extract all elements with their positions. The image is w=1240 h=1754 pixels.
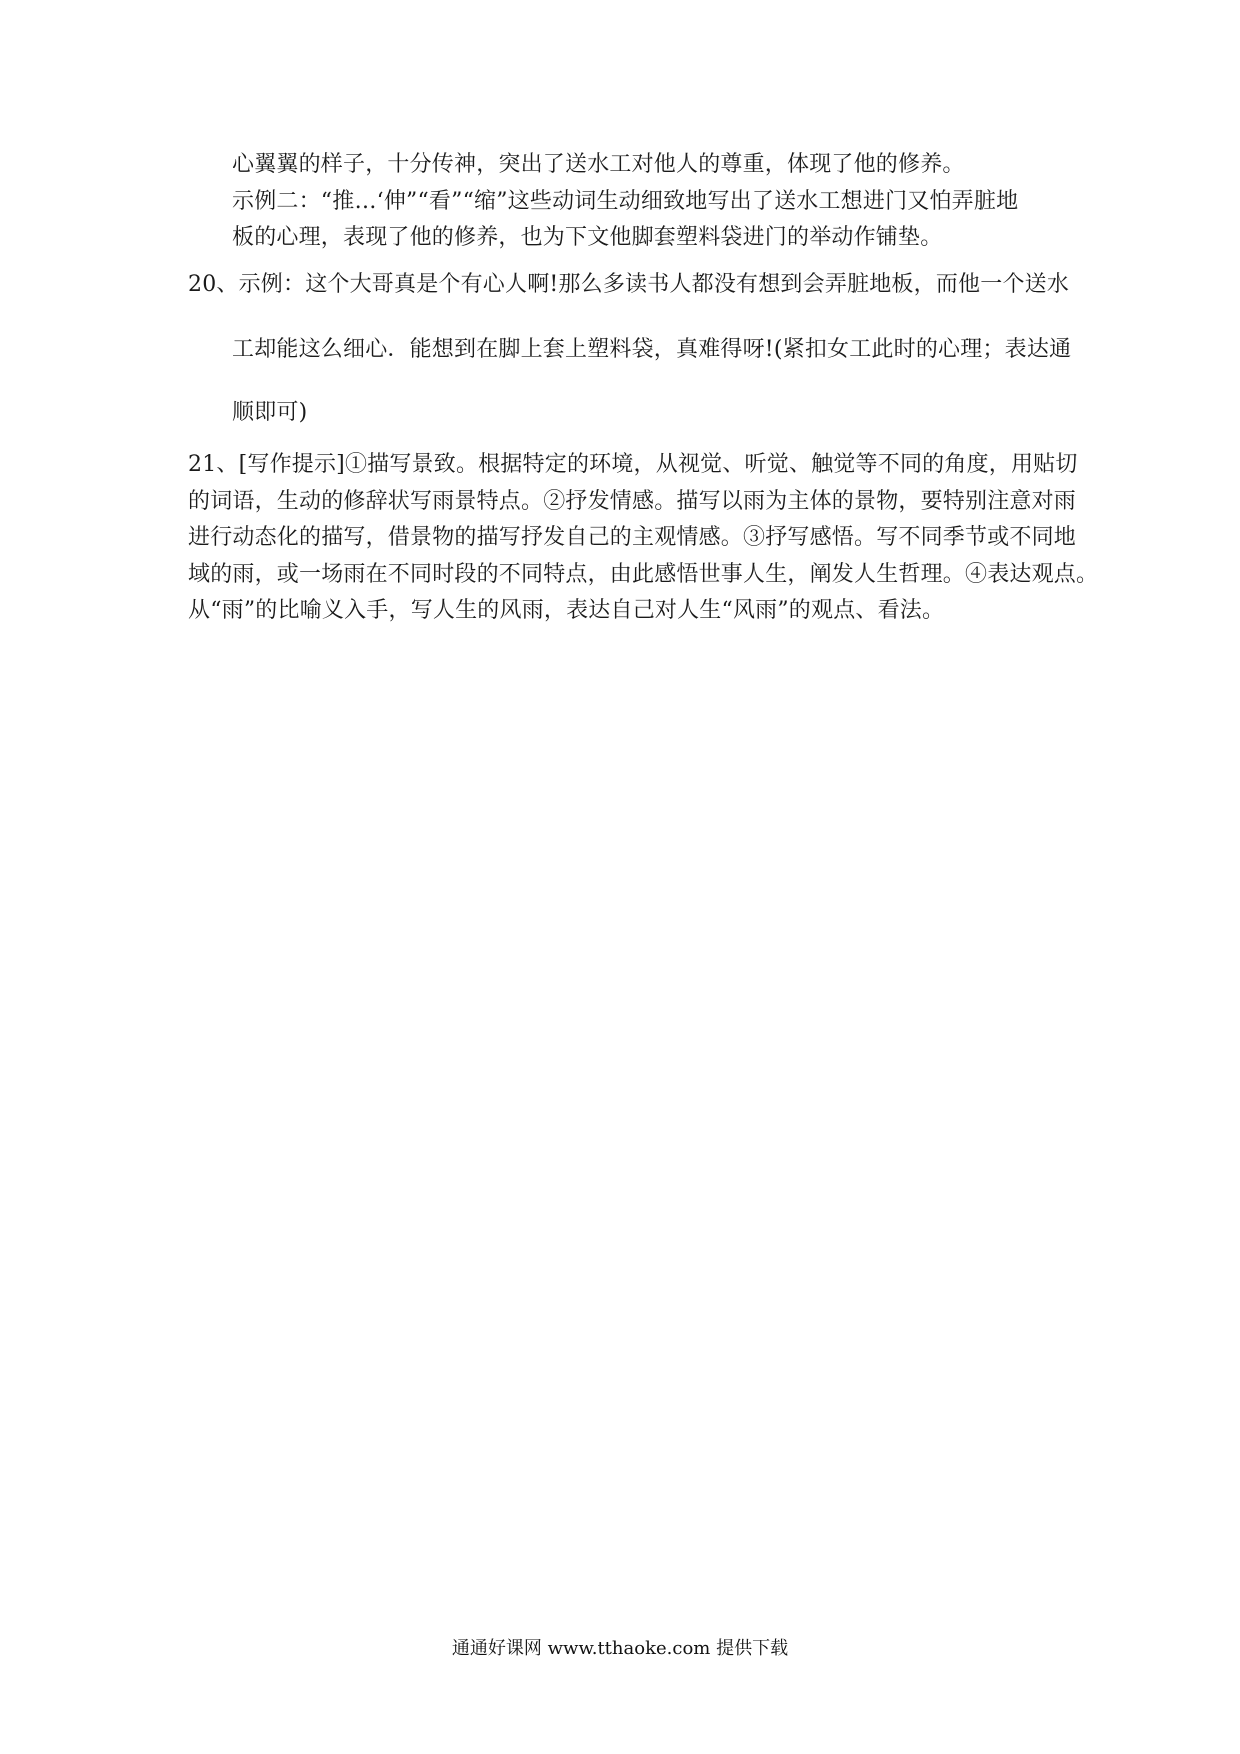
- page-footer: 通通好课网 www.tthaoke.com 提供下载: [451, 1638, 789, 1659]
- q21-line-3: 进行动态化的描写，借景物的描写抒发自己的主观情感。③抒写感悟。写不同季节或不同地: [188, 525, 1077, 550]
- q19-example2-line-2: 板的心理，表现了他的修养，也为下文他脚套塑料袋进门的举动作铺垫。: [232, 225, 943, 250]
- q19-example2-line-1: 示例二：“推…‘伸”“看”“缩”这些动词生动细致地写出了送水工想进门又怕弄脏地: [232, 189, 1019, 214]
- q20-line-3: 顺即可): [232, 400, 308, 425]
- q21-line-2: 的词语，生动的修辞状写雨景特点。②抒发情感。描写以雨为主体的景物，要特别注意对雨: [188, 489, 1077, 514]
- q20-line-1: 20、示例：这个大哥真是个有心人啊!那么多读书人都没有想到会弄脏地板，而他一个送水: [188, 272, 1070, 297]
- q20-line-2: 工却能这么细心．能想到在脚上套上塑料袋，真难得呀!(紧扣女工此时的心理；表达通: [232, 337, 1072, 362]
- q21-line-4: 域的雨，或一场雨在不同时段的不同特点，由此感悟世事人生，阐发人生哲理。④表达观点。: [188, 562, 1099, 587]
- q21-line-1: 21、[写作提示]①描写景致。根据特定的环境，从视觉、听觉、触觉等不同的角度，用贴切: [188, 452, 1078, 477]
- q21-line-5: 从“雨”的比喻义入手，写人生的风雨，表达自己对人生“风雨”的观点、看法。: [188, 598, 945, 623]
- q19-line-1: 心翼翼的样子，十分传神，突出了送水工对他人的尊重，体现了他的修养。: [232, 152, 965, 177]
